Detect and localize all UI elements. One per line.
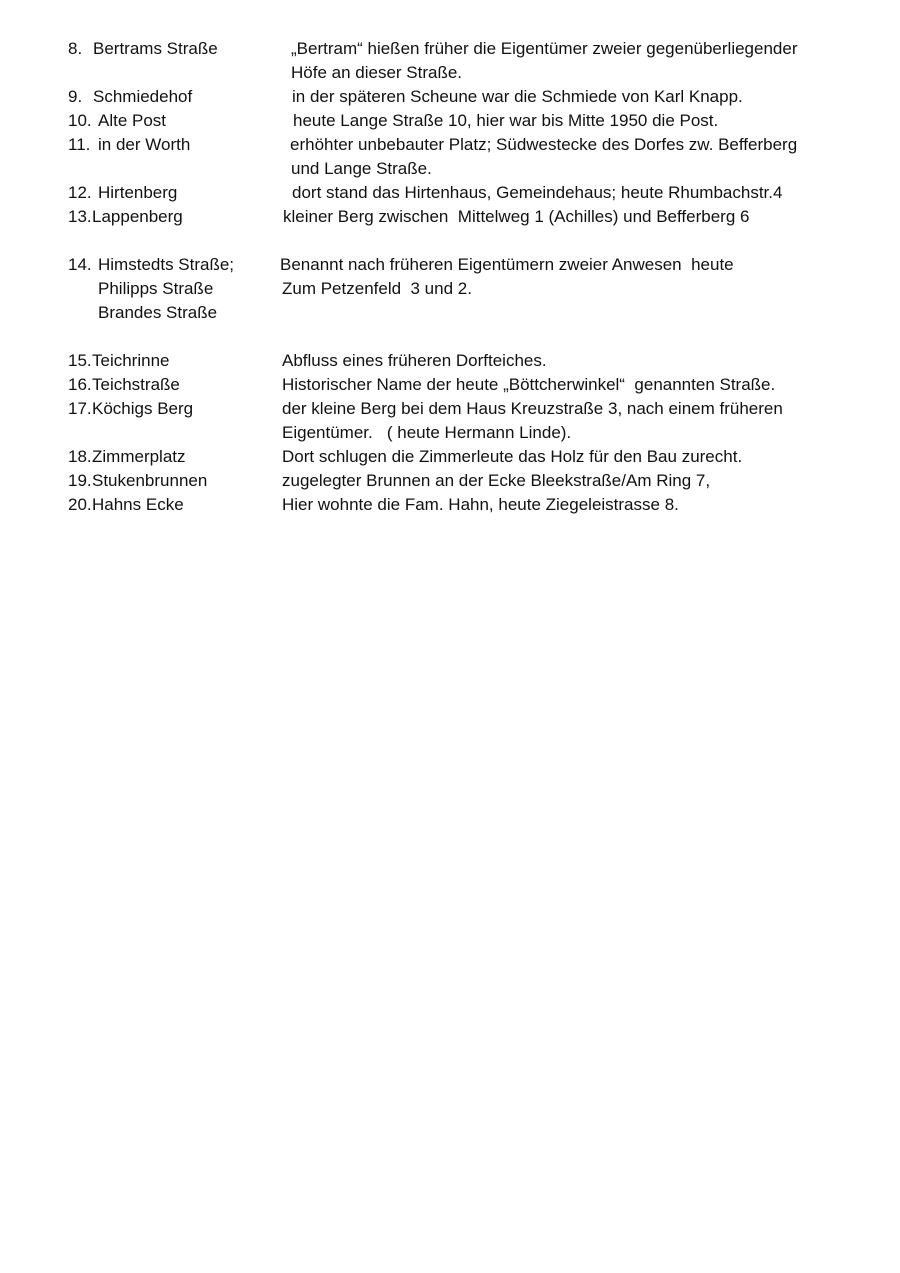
entry-18-number: 18. <box>68 447 92 466</box>
entry-12-name: Hirtenberg <box>98 183 178 202</box>
entry-15-name: Teichrinne <box>92 351 170 370</box>
entry-13-number: 13. <box>68 207 92 226</box>
entry-14-name-2: Philipps Straße <box>98 279 214 298</box>
entry-14-desc-line-1: Benannt nach früheren Eigentümern zweier Anwesen heute <box>280 255 734 274</box>
entry-13-desc-line-1: kleiner Berg zwischen Mittelweg 1 (Achilles) und Befferberg 6 <box>283 207 750 226</box>
entry-16-desc-line-1: Historischer Name der heute „Böttcherwinkel“ genannten Straße. <box>282 375 776 394</box>
entry-8-desc-line-1: „Bertram“ hießen früher die Eigentümer zweier gegenüberliegender <box>291 39 798 58</box>
entry-9-desc-line-1: in der späteren Scheune war die Schmiede von Karl Knapp. <box>292 87 743 106</box>
entry-17-number: 17. <box>68 399 92 418</box>
entry-18-name: Zimmerplatz <box>92 447 186 466</box>
entry-13-name: Lappenberg <box>92 207 183 226</box>
entry-11-name: in der Worth <box>98 135 191 154</box>
entry-15-number: 15. <box>68 351 92 370</box>
entry-14-name-1: Himstedts Straße; <box>98 255 235 274</box>
entry-17-desc-line-1: der kleine Berg bei dem Haus Kreuzstraße 3, nach einem früheren <box>282 399 783 418</box>
entry-20-number: 20. <box>68 495 92 514</box>
entry-17-desc-line-2: Eigentümer. ( heute Hermann Linde). <box>282 423 572 442</box>
entry-19-number: 19. <box>68 471 92 490</box>
entry-15-desc-line-1: Abfluss eines früheren Dorfteiches. <box>282 351 547 370</box>
entry-20-desc-line-1: Hier wohnte die Fam. Hahn, heute Ziegeleistrasse 8. <box>282 495 679 514</box>
entry-8-number: 8. <box>68 39 83 58</box>
entry-11-desc-line-1: erhöhter unbebauter Platz; Südwestecke des Dorfes zw. Befferberg <box>290 135 798 154</box>
entry-11-number: 11. <box>68 135 91 154</box>
entry-8-desc-line-2: Höfe an dieser Straße. <box>291 63 463 82</box>
entry-9-number: 9. <box>68 87 83 106</box>
entry-17-name: Köchigs Berg <box>92 399 194 418</box>
entry-12-number: 12. <box>68 183 92 202</box>
entry-14-number: 14. <box>68 255 92 274</box>
entry-20-name: Hahns Ecke <box>92 495 184 514</box>
entry-16-number: 16. <box>68 375 92 394</box>
entry-14-desc-line-2: Zum Petzenfeld 3 und 2. <box>282 279 472 298</box>
entry-11-desc-line-2: und Lange Straße. <box>291 159 432 178</box>
entry-14-name-3: Brandes Straße <box>98 303 218 322</box>
entry-10-desc-line-1: heute Lange Straße 10, hier war bis Mitte 1950 die Post. <box>293 111 719 130</box>
entry-8-name: Bertrams Straße <box>93 39 218 58</box>
entry-12-desc-line-1: dort stand das Hirtenhaus, Gemeindehaus; heute Rhumbachstr.4 <box>292 183 783 202</box>
entry-19-desc-line-1: zugelegter Brunnen an der Ecke Bleekstraße/Am Ring 7, <box>282 471 711 490</box>
entry-19-name: Stukenbrunnen <box>92 471 208 490</box>
entry-16-name: Teichstraße <box>92 375 180 394</box>
entry-10-name: Alte Post <box>98 111 167 130</box>
entry-9-name: Schmiedehof <box>93 87 193 106</box>
entry-10-number: 10. <box>68 111 92 130</box>
entry-18-desc-line-1: Dort schlugen die Zimmerleute das Holz für den Bau zurecht. <box>282 447 743 466</box>
